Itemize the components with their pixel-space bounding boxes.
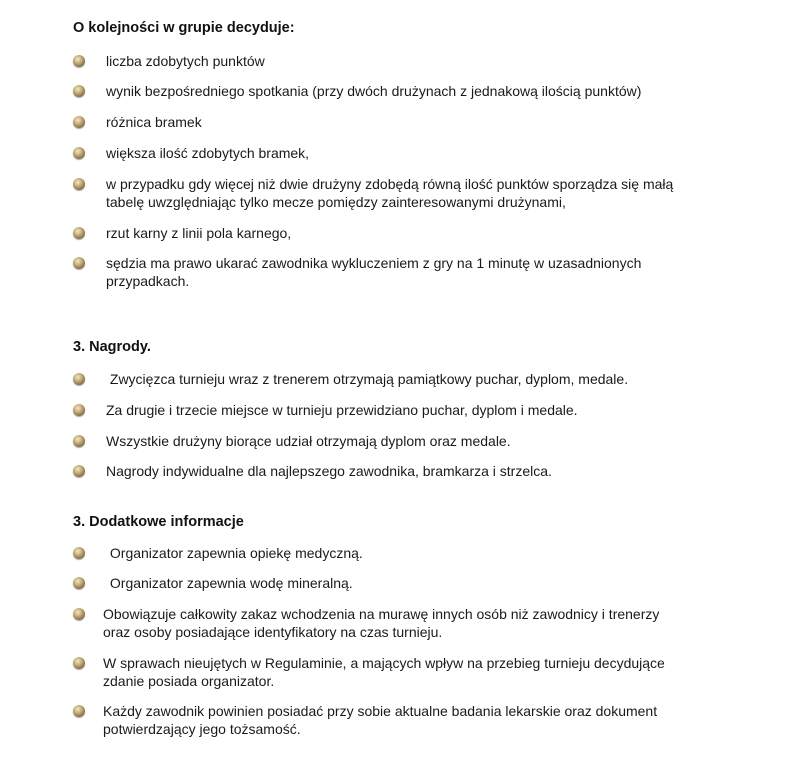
bullet-icon [73,404,85,416]
list-item-text: Wszystkie drużyny biorące udział otrzymają dyplom oraz medale. [106,433,511,449]
list-item-text: Nagrody indywidualne dla najlepszego zawodnika, bramkarza i strzelca. [106,463,552,479]
list-item-text: W sprawach nieujętych w Regulaminie, a mających wpływ na przebieg turnieju decydujące zdanie posiada organizator. [103,655,665,689]
list-item-text: wynik bezpośredniego spotkania (przy dwóch drużynach z jednakową ilością punktów) [106,83,642,99]
list-item-text: różnica bramek [106,114,202,130]
list-item-text: Obowiązuje całkowity zakaz wchodzenia na murawę innych osób niż zawodnicy i trenerzy oraz osoby posiadające identyfikatory na czas turnieju. [103,606,660,640]
bullet-icon [73,465,85,477]
bullet-icon [73,257,85,269]
bullet-icon [73,55,85,67]
bullet-icon [73,608,85,620]
list-item-text: Za drugie i trzecie miejsce w turnieju przewidziano puchar, dyplom i medale. [106,402,578,418]
bullet-icon [73,227,85,239]
list-item-text: Każdy zawodnik powinien posiadać przy sobie aktualne badania lekarskie oraz dokument potwierdzający jego tożsamość. [103,703,658,737]
list-item-text: liczba zdobytych punktów [106,53,265,69]
bullet-icon [73,435,85,447]
bullet-icon [73,178,85,190]
list-item-text: Organizator zapewnia wodę mineralną. [106,575,353,591]
bullet-icon [73,147,85,159]
section1-heading: O kolejności w grupie decyduje: [73,20,295,36]
list-item-text: w przypadku gdy więcej niż dwie drużyny zdobędą równą ilość punktów sporządza się małą tabelę uwzględniając tylko mecze pomiędzy zainteresowanymi drużynami, [106,176,674,210]
bullet-icon [73,705,85,717]
list-item-text: Zwycięzca turnieju wraz z trenerem otrzymają pamiątkowy puchar, dyplom, medale. [106,371,629,387]
section3-heading: 3. Dodatkowe informacje [73,514,244,530]
list-item-text: większa ilość zdobytych bramek, [106,145,310,161]
bullet-icon [73,577,85,589]
section2-heading: 3. Nagrody. [73,339,151,355]
bullet-icon [73,547,85,559]
bullet-icon [73,85,85,97]
bullet-icon [73,657,85,669]
bullet-icon [73,373,85,385]
list-item-text: sędzia ma prawo ukarać zawodnika wykluczeniem z gry na 1 minutę w uzasadnionych przypadkach. [106,255,642,289]
list-item-text: Organizator zapewnia opiekę medyczną. [106,545,363,561]
list-item-text: rzut karny z linii pola karnego, [106,225,292,241]
bullet-icon [73,116,85,128]
